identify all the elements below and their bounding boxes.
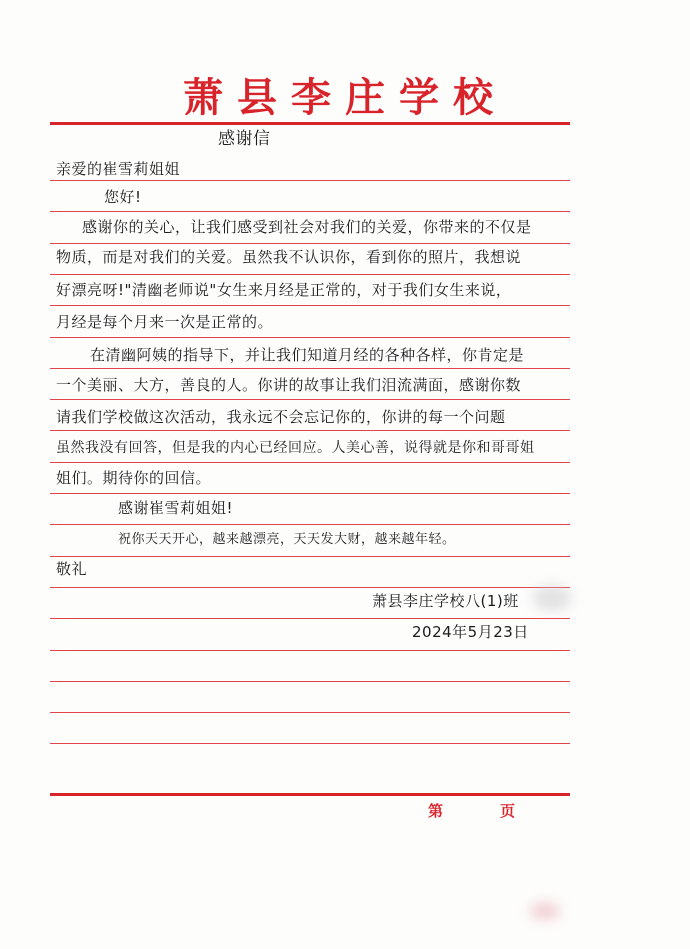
ruled-line xyxy=(50,274,570,275)
ruled-line xyxy=(50,180,570,181)
ruled-line xyxy=(50,587,570,588)
ruled-line xyxy=(50,681,570,682)
body-line: 在清幽阿姨的指导下，并让我们知道月经的各种各样，你肯定是 xyxy=(90,346,525,364)
school-masthead: 萧县李庄学校 xyxy=(183,74,507,121)
ruled-line xyxy=(50,430,570,431)
header-rule xyxy=(50,122,570,125)
greeting: 您好! xyxy=(104,188,142,206)
ruled-line xyxy=(50,650,570,651)
body-line: 好漂亮呀!"清幽老师说"女生来月经是正常的，对于我们女生来说， xyxy=(56,281,512,299)
ruled-line xyxy=(50,618,570,619)
body-line: 物质，而是对我们的关爱。虽然我不认识你，看到你的照片，我想说 xyxy=(56,248,522,266)
ruled-line xyxy=(50,337,570,338)
salutation: 亲爱的崔雪莉姐姐 xyxy=(56,160,181,178)
ruled-line xyxy=(50,493,570,494)
ruled-line xyxy=(50,305,570,306)
body-line: 姐们。期待你的回信。 xyxy=(56,469,212,487)
thanks-line: 感谢崔雪莉姐姐! xyxy=(118,499,234,517)
sender: 萧县李庄学校八(1)班 xyxy=(372,592,519,610)
page-label: 第 xyxy=(428,802,444,820)
body-line: 虽然我没有回答，但是我的内心已经回应。人美心善，说得就是你和哥哥姐 xyxy=(56,440,535,456)
body-line: 感谢你的关心，让我们感受到社会对我们的关爱，你带来的不仅是 xyxy=(82,218,532,236)
closing: 敬礼 xyxy=(56,560,88,578)
redaction-blur xyxy=(532,585,572,611)
page-label-suffix: 页 xyxy=(500,802,516,820)
ruled-line xyxy=(50,368,570,369)
ruled-line xyxy=(50,524,570,525)
ink-smudge xyxy=(530,902,560,920)
body-line: 月经是每个月来一次是正常的。 xyxy=(56,313,274,331)
ruled-line xyxy=(50,556,570,557)
ruled-line xyxy=(50,399,570,400)
ruled-line xyxy=(50,743,570,744)
wish-line: 祝你天天开心，越来越漂亮，天天发大财，越来越年轻。 xyxy=(118,532,456,547)
ruled-line xyxy=(50,243,570,244)
letter-title: 感谢信 xyxy=(218,129,271,149)
ruled-line xyxy=(50,462,570,463)
ruled-line xyxy=(50,712,570,713)
footer-rule xyxy=(50,793,570,796)
ruled-line xyxy=(50,211,570,212)
body-line: 请我们学校做这次活动，我永远不会忘记你的，你讲的每一个问题 xyxy=(56,408,506,426)
body-line: 一个美丽、大方，善良的人。你讲的故事让我们泪流满面，感谢你数 xyxy=(56,376,522,394)
date: 2024年5月23日 xyxy=(412,623,529,641)
